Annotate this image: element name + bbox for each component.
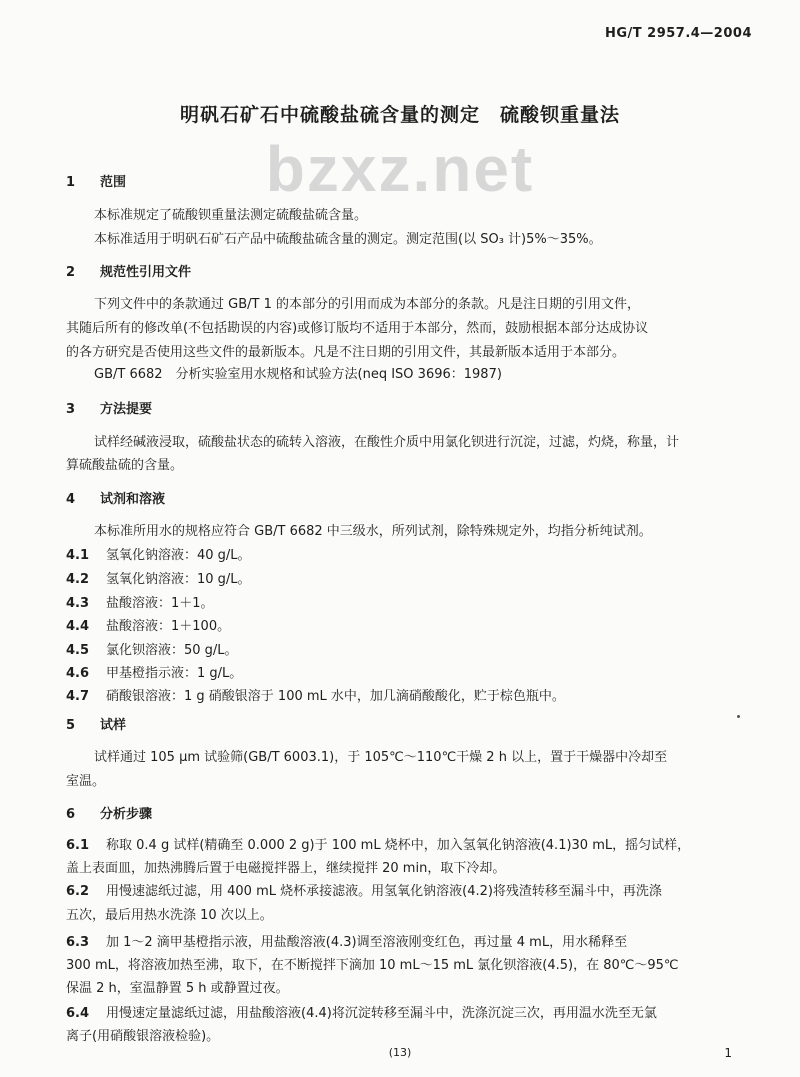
- step-6-2-line-1: [66, 884, 662, 900]
- section-4-heading: [66, 492, 165, 508]
- list-item: [66, 666, 242, 682]
- item-text: 甲基橙指示液：1 g/L。: [106, 666, 243, 681]
- section-3-title: 方法提要: [100, 402, 153, 417]
- standard-code: HG/T 2957.4—2004: [604, 26, 752, 41]
- speck-mark: [737, 715, 740, 718]
- section-6-number: 6: [66, 807, 76, 822]
- step-6-4-line-1: [66, 1006, 657, 1022]
- section-4-title: 试剂和溶液: [100, 492, 166, 507]
- section-6-title: 分析步骤: [100, 807, 153, 822]
- section-2-line-1: 下列文件中的条款通过 GB/T 1 的本部分的引用而成为本部分的条款。凡是注日期的引用文件，: [94, 297, 640, 312]
- item-number: 6.1: [66, 838, 90, 853]
- section-2-line-3: 的各方研究是否使用这些文件的最新版本。凡是不注日期的引用文件，其最新版本适用于本部分。: [66, 345, 626, 360]
- section-2-number: 2: [66, 265, 76, 280]
- step-6-4-line-2: 离子(用硝酸银溶液检验)。: [66, 1029, 220, 1044]
- section-1-line-2: 本标准适用于明矾石矿石产品中硫酸盐硫含量的测定。测定范围(以 SO₃ 计)5%～35%。: [94, 232, 602, 247]
- list-item: [66, 619, 230, 635]
- section-3-heading: [66, 402, 152, 418]
- item-text: 用慢速定量滤纸过滤，用盐酸溶液(4.4)将沉淀转移至漏斗中，洗涤沉淀三次，再用温水洗至无氯: [106, 1006, 657, 1021]
- item-text: 氯化钡溶液：50 g/L。: [106, 643, 238, 658]
- section-4-intro: 本标准所用水的规格应符合 GB/T 6682 中三级水，所列试剂，除特殊规定外，均指分析纯试剂。: [94, 524, 652, 539]
- item-number: 4.6: [66, 666, 90, 681]
- section-4-number: 4: [66, 492, 76, 507]
- item-text: 硝酸银溶液：1 g 硝酸银溶于 100 mL 水中，加几滴硝酸酸化，贮于棕色瓶中。: [106, 689, 565, 704]
- page-number: 1: [724, 1046, 732, 1060]
- section-3-number: 3: [66, 402, 76, 417]
- list-item: [66, 643, 238, 659]
- section-5-title: 试样: [100, 718, 127, 733]
- section-2-line-2: 其随后所有的修改单(不包括勘误的内容)或修订版均不适用于本部分，然而，鼓励根据本部分达成协议: [66, 321, 649, 336]
- page-code: (13): [388, 1046, 412, 1059]
- document-title: 明矾石矿石中硫酸盐硫含量的测定 硫酸钡重量法: [179, 104, 620, 126]
- list-item: [66, 689, 565, 705]
- step-6-2-line-2: 五次，最后用热水洗涤 10 次以上。: [66, 908, 273, 923]
- section-3-line-2: 算硫酸盐硫的含量。: [66, 458, 184, 473]
- item-text: 氢氧化钠溶液：10 g/L。: [106, 572, 251, 587]
- section-5-number: 5: [66, 718, 76, 733]
- step-6-1-line-2: 盖上表面皿，加热沸腾后置于电磁搅拌器上，继续搅拌 20 min，取下冷却。: [66, 861, 506, 876]
- section-3-line-1: 试样经碱液浸取，硫酸盐状态的硫转入溶液，在酸性介质中用氯化钡进行沉淀，过滤，灼烧，称量，计: [94, 435, 680, 450]
- section-1-title: 范围: [100, 175, 127, 190]
- item-number: 4.2: [66, 572, 90, 587]
- list-item: [66, 548, 251, 564]
- section-1-line-1: 本标准规定了硫酸钡重量法测定硫酸盐硫含量。: [94, 208, 368, 223]
- item-number: 4.5: [66, 643, 90, 658]
- section-5-line-1: 试样通过 105 μm 试验筛(GB/T 6003.1)，于 105℃～110℃干燥 2 h 以上，置于干燥器中冷却至: [94, 750, 668, 765]
- item-number: 6.3: [66, 935, 90, 950]
- watermark-logo: bzxz.net: [265, 133, 535, 205]
- item-number: 4.7: [66, 689, 90, 704]
- item-text: 氢氧化钠溶液：40 g/L。: [106, 548, 251, 563]
- section-1-number: 1: [66, 175, 76, 190]
- item-number: 6.2: [66, 884, 90, 899]
- section-2-title: 规范性引用文件: [100, 265, 192, 280]
- item-text: 用慢速滤纸过滤，用 400 mL 烧杯承接滤液。用氢氧化钠溶液(4.2)将残渣转移至漏斗中，再洗涤: [106, 884, 662, 899]
- step-6-3-line-1: [66, 935, 627, 951]
- item-text: 称取 0.4 g 试样(精确至 0.000 2 g)于 100 mL 烧杯中，加入氢氧化钠溶液(4.1)30 mL，摇匀试样，: [106, 838, 691, 853]
- section-5-heading: [66, 718, 126, 734]
- section-6-heading: [66, 807, 152, 823]
- item-number: 4.4: [66, 619, 90, 634]
- item-number: 6.4: [66, 1006, 90, 1021]
- item-text: 盐酸溶液：1＋100。: [106, 619, 231, 634]
- item-text: 加 1～2 滴甲基橙指示液，用盐酸溶液(4.3)调至溶液刚变红色，再过量 4 mL，用水稀释至: [106, 935, 628, 950]
- list-item: [66, 596, 214, 612]
- section-5-line-2: 室温。: [66, 774, 106, 789]
- item-number: 4.3: [66, 596, 90, 611]
- section-1-heading: [66, 175, 126, 191]
- item-number: 4.1: [66, 548, 90, 563]
- step-6-3-line-3: 保温 2 h，室温静置 5 h 或静置过夜。: [66, 981, 289, 996]
- list-item: [66, 572, 251, 588]
- step-6-1-line-1: [66, 838, 690, 854]
- section-2-heading: [66, 265, 191, 281]
- item-text: 盐酸溶液：1＋1。: [106, 596, 214, 611]
- section-2-reference: GB/T 6682 分析实验室用水规格和试验方法(neq ISO 3696：1987): [94, 367, 502, 382]
- step-6-3-line-2: 300 mL，将溶液加热至沸，取下，在不断搅拌下滴加 10 mL～15 mL 氯化钡溶液(4.5)，在 80℃～95℃: [66, 958, 679, 973]
